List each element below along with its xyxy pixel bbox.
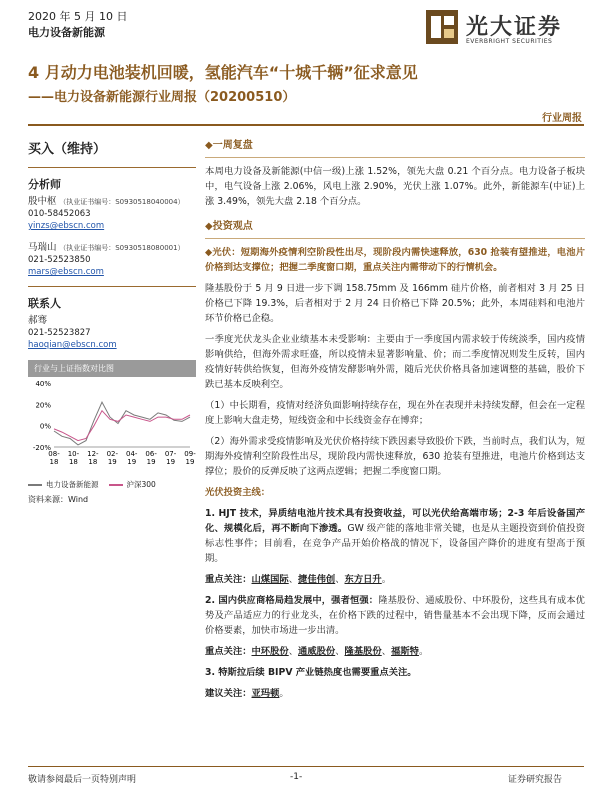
divider — [28, 167, 196, 168]
contact-email-link[interactable]: haoqian@ebscn.com — [28, 340, 117, 350]
focus-label: 重点关注： — [205, 646, 252, 657]
report-subtitle: ——电力设备新能源行业周报（20200510） — [28, 90, 296, 105]
focus-stock: 山煤国际 — [251, 574, 289, 585]
x-tick-label: 10- — [67, 450, 80, 458]
contact-card — [28, 315, 196, 351]
focus-stock: 通威股份 — [298, 646, 336, 657]
report-date: 2020 年 5 月 10 日 — [28, 10, 128, 23]
rating: 买入（维持） — [28, 142, 107, 157]
x-tick-label: 18 — [68, 458, 78, 466]
section-divider — [205, 238, 585, 239]
x-tick-label: 19 — [146, 458, 156, 466]
footer-disclaimer: 敬请参阅最后一页特别声明 — [28, 775, 137, 785]
analyst-name: 马瑞山 — [28, 242, 57, 253]
x-tick-label: 18 — [49, 458, 59, 466]
paragraph: （2）海外需求受疫情影响及光伏价格持续下跌因素导致股价下跌，当前时点，我们认为，短期海外疫情利空阶段性出尽，现阶段内需快速释放，630 抢装有望推进，电池片价格到达支撑位；股价的反弹反映了这两点逻辑；把握二季度窗口期。 — [205, 436, 585, 477]
chart-title: 行业与上证指数对比图 — [28, 360, 196, 377]
x-tick-label: 09- — [184, 450, 196, 458]
y-tick-label: 0% — [39, 422, 51, 431]
report-type: 行业周报 — [542, 113, 582, 124]
analyst-email-link[interactable]: mars@ebscn.com — [28, 267, 104, 277]
focus-stock: 隆基股份 — [344, 646, 382, 657]
x-tick-label: 06- — [145, 450, 157, 458]
legend-swatch — [109, 484, 123, 486]
item-text: 隆基股份、通威股份、中环股份，这些具有成本优势及产品适应力的行业龙头，在价格下跌的过程中，销售量基本不会出现下降，反而会通过价格要素，加快市场进一步出清。 — [205, 595, 585, 636]
analyst-card — [28, 196, 196, 232]
contact-name: 郝骞 — [28, 315, 48, 326]
focus-stock: 中环股份 — [251, 646, 289, 657]
x-tick-label: 08- — [48, 450, 60, 458]
section-heading: ◆一周复盘 — [205, 140, 253, 151]
x-tick-label: 19 — [107, 458, 117, 466]
contact-phone: 021-52523827 — [28, 328, 91, 338]
y-tick-label: -20% — [32, 444, 51, 452]
x-tick-label: 12- — [87, 450, 99, 458]
legend-label: 沪深300 — [126, 480, 156, 489]
suggest-stock: 亚玛顿 — [251, 688, 280, 699]
y-tick-label: 20% — [35, 401, 51, 410]
y-tick-label: 40% — [35, 380, 51, 388]
paragraph: 本周电力设备及新能源(中信一级)上涨 1.52%，领先大盘 0.21 个百分点。电力设备子板块中，电气设备上涨 2.06%，风电上涨 2.90%，光伏上涨 1.07%。此外，新能源车(中证)上涨 3.49%，领先大盘 2.18 个百分点。 — [205, 166, 585, 207]
logo-cn: 光大证券 — [466, 14, 563, 40]
analyst-phone: 021-52523850 — [28, 255, 91, 265]
section-divider — [205, 157, 585, 158]
analyst-email-link[interactable]: yinzs@ebscn.com — [28, 221, 105, 231]
item-heading: 2. 国内供应商格局趋发展中，强者恒强： — [205, 595, 379, 606]
focus-stock: 捷佳伟创 — [298, 574, 336, 585]
legend-label: 电力设备新能源 — [46, 480, 99, 489]
pv-lead: ◆光伏：短期海外疫情利空阶段性出尽，现阶段内需快速释放，630 抢装有望推进，电池片价格到达支撑位；把握二季度窗口期，重点关注内需带动下的行情机会。 — [205, 247, 585, 273]
footer-divider — [28, 766, 584, 767]
x-tick-label: 19 — [127, 458, 137, 466]
main-content: ◆一周复盘 本周电力设备及新能源(中信一级)上涨 1.52%，领先大盘 0.21 个百分点。电力设备子板块中，电气设备上涨 2.06%，风电上涨 2.90%，光伏上涨 1.07%。此外，新能源车(中证)上涨 3.49%，领先大盘 2.18 个百分点。 ◆投资观点 ◆光伏：短期海外疫情利空阶段性出尽，现阶段内需快速释放，630 抢装有望推进，电池片价格到达支撑位；把握二季度窗口期，重点关注内需带动下的行情机会。 隆基股份于 5 月 9 日进一步下调 158.75mm 及 166mm 硅片价格，前者相对 3 月 25 日价格已下降 19.3%，后者相对于 2 月 24 日价格已下降 20.5%；此外，本周硅料和电池片环节价格已企稳。 一季度光伏龙头企业业绩基本未受影响：主要由于一季度国内需求较于传统淡季，国内疫情影响供给，但海外需求旺盛，所以疫情未显著影响量、价；而二季度情况则发生反转，国内疫情好转供给恢复，但海外疫情发酵影响外需，随后光伏价格具备加速调整的基础，股价下跌已基本反映利空。 （1）中长期看，疫情对经济负面影响持续存在，现在外在表现并未持续发酵，但会在一定程度上影响大盘走势，短线资金和中长线资金存在博弈； （2）海外需求受疫情影响及光伏价格持续下跌因素导致股价下跌，当前时点，我们认为，短期海外疫情利空阶段性出尽，现阶段内需快速释放，630 抢装有望推进，电池片价格到达支撑位；股价的反弹反映了这两点逻辑；把握二季度窗口期。 光伏投资主线： 1. HJT 技术，异质结电池片技术具有投资收益，可以光伏给高端市场；2-3 年后设备国产化、规模化后，再不断向下渗透。GW 级产能的落地非常关键，也是从主题投资到价值投资标志性事件；目前看，在竞争产品开始价格战的情况下，设备国产降价的进度有望高于预期。 重点关注：山煤国际、捷佳伟创、东方日升。 2. 国内供应商格局趋发展中，强者恒强：隆基股份、通威股份、中环股份，这些具有成本优势及产品适应力的行业龙头，在价格下跌的过程中，销售量基本不会出现下降，反而会通过价格要素，加快市场进一步出清。 重点关注：中环股份、通威股份、隆基股份、福斯特。 3. 特斯拉后续 BIPV 产业链热度也需要重点关注。 建议关注：亚玛顿。 — [205, 140, 585, 699]
contact-heading: 联系人 — [28, 297, 61, 310]
section-heading: ◆投资观点 — [205, 221, 253, 232]
x-tick-label: 18 — [88, 458, 98, 466]
header-divider — [28, 124, 584, 126]
report-title: 4 月动力电池装机回暖，氢能汽车“十城千辆”征求意见 — [28, 63, 418, 82]
legend-swatch — [28, 484, 42, 486]
paragraph: 隆基股份于 5 月 9 日进一步下调 158.75mm 及 166mm 硅片价格，前者相对 3 月 25 日价格已下降 19.3%，后者相对于 2 月 24 日价格已下降 20.5%；此外，本周硅料和电池片环节价格已企稳。 — [205, 283, 585, 324]
x-tick-label: 19 — [166, 458, 176, 466]
suggest-label: 建议关注： — [205, 688, 252, 699]
sub-heading: 光伏投资主线： — [205, 487, 271, 498]
analyst-heading: 分析师 — [28, 178, 61, 191]
analyst-license: （执业证书编号：S0930518040004） — [59, 198, 185, 206]
x-tick-label: 02- — [106, 450, 119, 458]
analyst-name: 殷中枢 — [28, 196, 57, 207]
paragraph: （1）中长期看，疫情对经济负面影响持续存在，现在外在表现并未持续发酵，但会在一定程度上影响大盘走势，短线资金和中长线资金存在博弈； — [205, 400, 585, 426]
report-sector: 电力设备新能源 — [28, 26, 105, 39]
series-line — [54, 411, 190, 441]
divider — [28, 286, 196, 287]
analyst-phone: 010-58452063 — [28, 209, 91, 219]
comparison-chart — [28, 360, 196, 510]
analyst-license: （执业证书编号：S0930518080001） — [59, 244, 185, 252]
focus-stock: 福斯特 — [391, 646, 419, 657]
chart-source: 资料来源：Wind — [28, 495, 89, 504]
x-tick-label: 04- — [125, 450, 138, 458]
sidebar — [28, 134, 196, 351]
item-text: GW 级产能的落地非常关键，也是从主题投资到价值投资标志性事件；目前看，在竞争产品开始价格战的情况下，设备国产降价的进度有望高于预期。 — [205, 523, 585, 564]
x-tick-label: 07- — [164, 450, 177, 458]
item-heading: 1. HJT 技术，异质结电池片技术具有投资收益，可以光伏给高端市场；2-3 年后设备国产化、规模化后，再不断向下渗透。 — [205, 508, 585, 534]
chart-plot — [28, 377, 196, 473]
x-tick-label: 19 — [185, 458, 195, 466]
analyst-card — [28, 242, 196, 278]
company-logo — [424, 8, 584, 50]
focus-stock: 东方日升 — [344, 574, 382, 585]
logo-en: EVERBRIGHT SECURITIES — [466, 38, 553, 45]
paragraph: 一季度光伏龙头企业业绩基本未受影响：主要由于一季度国内需求较于传统淡季，国内疫情影响供给，但海外需求旺盛，所以疫情未显著影响量、价；而二季度情况则发生反转，国内疫情好转供给恢复，但海外疫情发酵影响外需，随后光伏价格具备加速调整的基础，股价下跌已基本反映利空。 — [205, 334, 585, 390]
chart-legend — [28, 479, 196, 490]
logo-mark-icon — [424, 8, 460, 46]
item-heading: 3. 特斯拉后续 BIPV 产业链热度也需要重点关注。 — [205, 667, 417, 678]
page-number: -1- — [290, 772, 303, 782]
footer-label: 证券研究报告 — [508, 775, 563, 785]
focus-label: 重点关注： — [205, 574, 252, 585]
